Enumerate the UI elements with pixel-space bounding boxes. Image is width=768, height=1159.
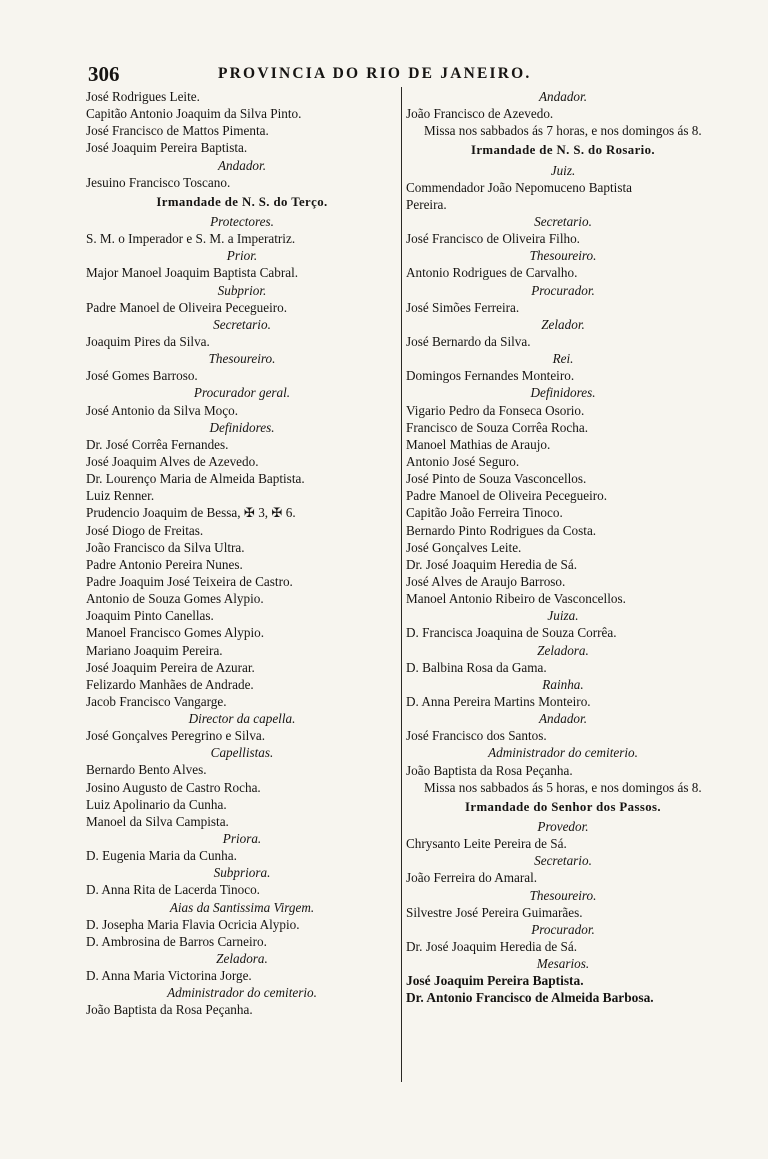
entry-line: José Simões Ferreira. [406,299,520,315]
entry-line: D. Anna Maria Victorina Jorge. [86,968,252,984]
entry-line: Manoel Francisco Gomes Alypio. [86,625,265,641]
entry-line: Felizardo Manhães de Andrade. [86,676,254,692]
entry-line: Capitão Antonio Joaquim da Silva Pinto. [86,106,302,122]
entry-line: João Francisco da Silva Ultra. [86,539,245,555]
entry-line: José Gonçalves Leite. [406,539,522,555]
entry-line: Joaquim Pinto Canellas. [86,608,214,624]
entry-line: Commendador João Nepomuceno Baptista [406,179,632,195]
entry-line: Dr. José Corrêa Fernandes. [86,436,229,452]
role-heading: Capellistas. [210,745,274,761]
entry-line: Capitão João Ferreira Tinoco. [406,505,563,521]
entry-line: Padre Manoel de Oliveira Pecegueiro. [406,488,608,504]
entry-line: D. Anna Rita de Lacerda Tinoco. [86,882,260,898]
entry-line: José Alves de Araujo Barroso. [406,573,566,589]
entry-line: D. Anna Pereira Martins Monteiro. [406,693,591,709]
role-heading: Secretario. [213,316,271,332]
entry-line: Jesuino Francisco Toscano. [86,174,231,190]
entry-line: José Joaquim Alves de Azevedo. [86,453,259,469]
role-heading: Prior. [226,248,258,264]
role-heading: Definidores. [209,419,275,435]
entry-line: Major Manoel Joaquim Baptista Cabral. [86,265,299,281]
running-title: PROVINCIA DO RIO DE JANEIRO. [218,65,532,82]
role-heading: Secretario. [534,853,592,869]
role-heading: Priora. [222,831,262,847]
entry-line: José Francisco de Mattos Pimenta. [86,123,269,139]
page-number: 306 [88,62,120,86]
role-heading: Procurador. [531,282,595,298]
entry-line: Chrysanto Leite Pereira de Sá. [406,836,567,852]
entry-line: Manoel Mathias de Araujo. [406,436,551,452]
entry-line: João Baptista da Rosa Peçanha. [86,1002,253,1018]
mass-schedule-note: Missa nos sabbados ás 7 horas, e nos domingos ás 8. [424,123,702,139]
column-divider [401,87,402,1082]
role-heading: Procurador geral. [193,385,291,401]
role-heading: Thesoureiro. [208,351,276,367]
entry-line: Manoel Antonio Ribeiro de Vasconcellos. [406,591,626,607]
entry-line: S. M. o Imperador e S. M. a Imperatriz. [86,231,296,247]
entry-line: Antonio de Souza Gomes Alypio. [86,591,264,607]
entry-line: Bernardo Bento Alves. [86,762,207,778]
entry-line: D. Josepha Maria Flavia Ocricia Alypio. [86,916,300,932]
role-heading: Andador. [539,89,587,104]
entry-line: Manoel da Silva Campista. [86,813,229,829]
role-heading: Rei. [552,351,574,367]
entry-line: Luiz Apolinario da Cunha. [86,796,227,812]
entry-line: José Bernardo da Silva. [406,333,531,349]
role-heading: Rainha. [542,676,584,692]
entry-line: D. Balbina Rosa da Gama. [406,659,547,675]
role-heading: Zelador. [541,316,585,332]
role-heading: Procurador. [531,921,595,937]
entry-line: Josino Augusto de Castro Rocha. [86,779,261,795]
role-heading: Definidores. [530,385,596,401]
entry-line: José Pinto de Souza Vasconcellos. [406,471,587,487]
role-heading: Thesoureiro. [529,887,597,903]
section-heading: Irmandade do Senhor dos Passos. [465,799,661,814]
entry-line: Antonio José Seguro. [406,453,520,469]
entry-line: José Gomes Barroso. [86,368,198,384]
entry-line: Pereira. [406,196,447,212]
entry-line: José Joaquim Pereira Baptista. [86,140,248,156]
entry-line: José Francisco dos Santos. [406,728,547,744]
entry-line: Dr. José Joaquim Heredia de Sá. [406,556,578,572]
entry-line: José Joaquim Pereira de Azurar. [86,659,255,675]
entry-line: José Diogo de Freitas. [86,522,204,538]
entry-line: João Baptista da Rosa Peçanha. [406,762,573,778]
role-heading: Juiz. [550,162,576,178]
role-heading: Andador. [218,157,266,173]
role-heading: Secretario. [534,214,592,229]
entry-line: Antonio Rodrigues de Carvalho. [406,265,578,281]
role-heading: Thesoureiro. [529,248,597,264]
role-heading: Protectores. [210,213,274,229]
role-heading: Zeladora. [216,951,268,967]
entry-line: Luiz Renner. [86,488,155,504]
entry-line: Bernardo Pinto Rodrigues da Costa. [406,522,597,538]
role-heading: Aias da Santissima Virgem. [169,899,315,915]
entry-line: Mariano Joaquim Pereira. [86,642,223,658]
role-heading: Subpriora. [213,865,271,881]
entry-line: Domingos Fernandes Monteiro. [406,368,575,384]
entry-line: Padre Manoel de Oliveira Pecegueiro. [86,299,288,315]
entry-line: José Rodrigues Leite. [86,89,200,104]
entry-line: José Antonio da Silva Moço. [86,402,239,418]
entry-line: Dr. José Joaquim Heredia de Sá. [406,938,578,954]
entry-line: Silvestre José Pereira Guimarães. [406,904,583,920]
entry-line: Padre Antonio Pereira Nunes. [86,556,243,572]
role-heading: Subprior. [217,282,267,298]
role-heading: Zeladora. [537,642,589,658]
mass-schedule-note: Missa nos sabbados ás 5 horas, e nos domingos ás 8. [424,779,702,795]
entry-line-bold: Dr. Antonio Francisco de Almeida Barbosa. [406,990,654,1006]
entry-line: Joaquim Pires da Silva. [86,333,210,349]
left-column [86,88,398,1019]
entry-line: Dr. Lourenço Maria de Almeida Baptista. [86,471,305,487]
role-heading: Juiza. [547,608,579,624]
entry-line-bold: José Joaquim Pereira Baptista. [406,973,584,989]
entry-line: D. Ambrosina de Barros Carneiro. [86,933,267,949]
entry-line: João Francisco de Azevedo. [406,106,554,122]
entry-line: Vigario Pedro da Fonseca Osorio. [406,402,585,418]
entry-line: D. Eugenia Maria da Cunha. [86,848,237,864]
entry-line: Jacob Francisco Vangarge. [86,693,227,709]
role-heading: Provedor. [537,818,589,834]
role-heading: Andador. [539,711,587,727]
entry-line: Prudencio Joaquim de Bessa, ✠ 3, ✠ 6. [86,505,296,521]
role-heading: Mesarios. [536,956,590,972]
entry-line: Padre Joaquim José Teixeira de Castro. [86,573,293,589]
role-heading: Administrador do cemiterio. [167,985,317,1001]
entry-line: José Francisco de Oliveira Filho. [406,231,580,247]
role-heading: Administrador do cemiterio. [488,745,638,761]
entry-line: João Ferreira do Amaral. [406,870,538,886]
role-heading: Director da capella. [188,711,296,727]
entry-line: Francisco de Souza Corrêa Rocha. [406,419,588,435]
section-heading: Irmandade de N. S. do Rosario. [470,143,656,158]
section-heading: Irmandade de N. S. do Terço. [156,194,328,209]
entry-line: José Gonçalves Peregrino e Silva. [86,728,266,744]
right-column [406,88,720,1006]
entry-line: D. Francisca Joaquina de Souza Corrêa. [406,625,617,641]
